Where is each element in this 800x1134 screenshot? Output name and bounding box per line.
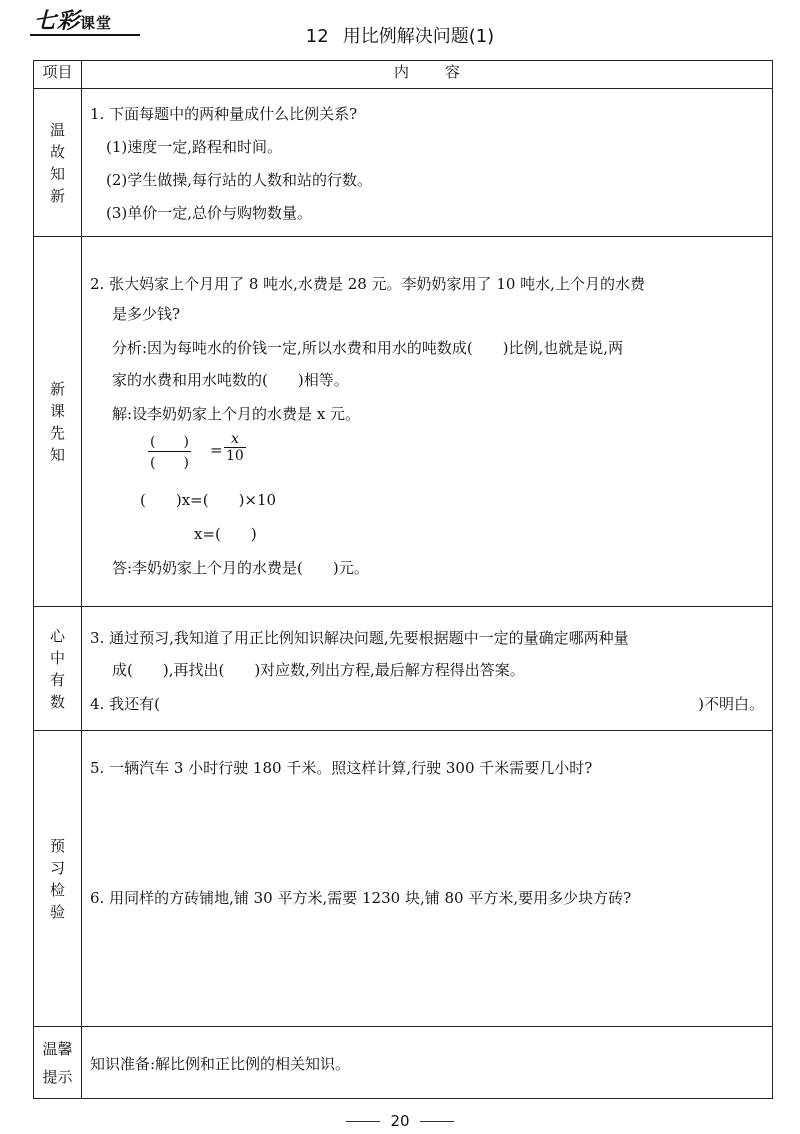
equals-sign: = — [210, 441, 223, 459]
question-1: 1. 下面每题中的两种量成什么比例关系? — [90, 105, 358, 123]
question-2-line-2: 是多少钱? — [112, 305, 181, 323]
page-footer — [0, 1112, 800, 1130]
question-1-part-1: (1)速度一定,路程和时间。 — [106, 138, 283, 156]
label-char: 习 — [49, 858, 65, 877]
question-3-line-2: 成( ),再找出( )对应数,列出方程,最后解方程得出答案。 — [112, 661, 525, 679]
section-content-mind — [82, 607, 773, 731]
fraction-right-denominator: 10 — [226, 448, 244, 464]
label-char: 先 — [49, 423, 65, 442]
section-review — [34, 89, 773, 237]
fraction-left — [148, 431, 191, 472]
label-char: 检 — [49, 880, 65, 899]
footer-dash-right — [420, 1121, 454, 1122]
footer-dash-left — [346, 1121, 380, 1122]
page-number: 20 — [390, 1112, 410, 1130]
label-char: 温 — [49, 120, 65, 139]
label-char: 中 — [49, 648, 65, 667]
section-label-new — [34, 237, 82, 607]
question-5: 5. 一辆汽车 3 小时行驶 180 千米。照这样计算,行驶 300 千米需要几小时? — [90, 759, 593, 777]
question-4-start: 4. 我还有( — [90, 695, 160, 713]
label-word: 温馨 — [42, 1039, 73, 1058]
label-char: 新 — [49, 379, 65, 398]
lesson-title: 用比例解决问题(1) — [342, 26, 495, 47]
question-4-end: )不明白。 — [698, 695, 764, 713]
label-char: 预 — [49, 836, 65, 855]
section-label-review — [34, 89, 82, 237]
section-label-tip — [34, 1027, 82, 1099]
page-title — [0, 22, 800, 48]
fraction-right-numerator: x — [224, 431, 246, 448]
analysis-line-2: 家的水费和用水吨数的( )相等。 — [112, 371, 349, 389]
brand-suffix: 课堂 — [80, 14, 113, 32]
lesson-number: 12 — [305, 26, 329, 47]
equation-step-1: ( )x=( )×10 — [140, 491, 277, 509]
label-char: 数 — [49, 692, 65, 711]
question-1-part-3: (3)单价一定,总价与购物数量。 — [106, 204, 313, 222]
question-6: 6. 用同样的方砖铺地,铺 30 平方米,需要 1230 块,铺 80 平方米,要用多少块方砖? — [90, 889, 632, 907]
fraction-right — [224, 431, 246, 464]
label-word: 提示 — [42, 1067, 73, 1086]
solution-intro: 解:设李奶奶家上个月的水费是 x 元。 — [112, 405, 361, 423]
header-content: 内容 — [82, 61, 773, 89]
label-char: 心 — [49, 626, 65, 645]
question-3-line-1: 3. 通过预习,我知道了用正比例知识解决问题,先要根据题中一定的量确定哪两种量 — [90, 629, 629, 647]
fraction-left-denominator: ( ) — [150, 455, 189, 471]
section-content-check — [82, 731, 773, 1027]
question-1-part-2: (2)学生做操,每行站的人数和站的行数。 — [106, 171, 373, 189]
section-new — [34, 237, 773, 607]
answer-line: 答:李奶奶家上个月的水费是( )元。 — [112, 559, 369, 577]
section-content-review — [82, 89, 773, 237]
label-char: 故 — [49, 142, 65, 161]
section-tip — [34, 1027, 773, 1099]
equation-step-2: x=( ) — [194, 525, 257, 543]
label-char: 知 — [49, 445, 65, 464]
worksheet-table — [33, 60, 773, 1099]
label-char: 新 — [49, 186, 65, 205]
section-content-tip — [82, 1027, 773, 1099]
label-char: 课 — [49, 401, 65, 420]
question-2-line-1: 2. 张大妈家上个月用了 8 吨水,水费是 28 元。李奶奶家用了 10 吨水,上个月的水费 — [90, 275, 645, 293]
tip-text: 知识准备:解比例和正比例的相关知识。 — [90, 1055, 351, 1073]
section-mind — [34, 607, 773, 731]
label-char: 有 — [49, 670, 65, 689]
analysis-line-1: 分析:因为每吨水的价钱一定,所以水费和用水的吨数成( )比例,也就是说,两 — [112, 339, 624, 357]
label-char: 知 — [49, 164, 65, 183]
table-header-row — [34, 61, 773, 89]
section-label-check — [34, 731, 82, 1027]
header-item: 项目 — [34, 61, 82, 89]
section-label-mind — [34, 607, 82, 731]
label-char: 验 — [49, 902, 65, 921]
brand-name: 七彩 — [34, 9, 81, 34]
fraction-left-numerator: ( ) — [148, 431, 191, 452]
section-content-new — [82, 237, 773, 607]
section-check — [34, 731, 773, 1027]
